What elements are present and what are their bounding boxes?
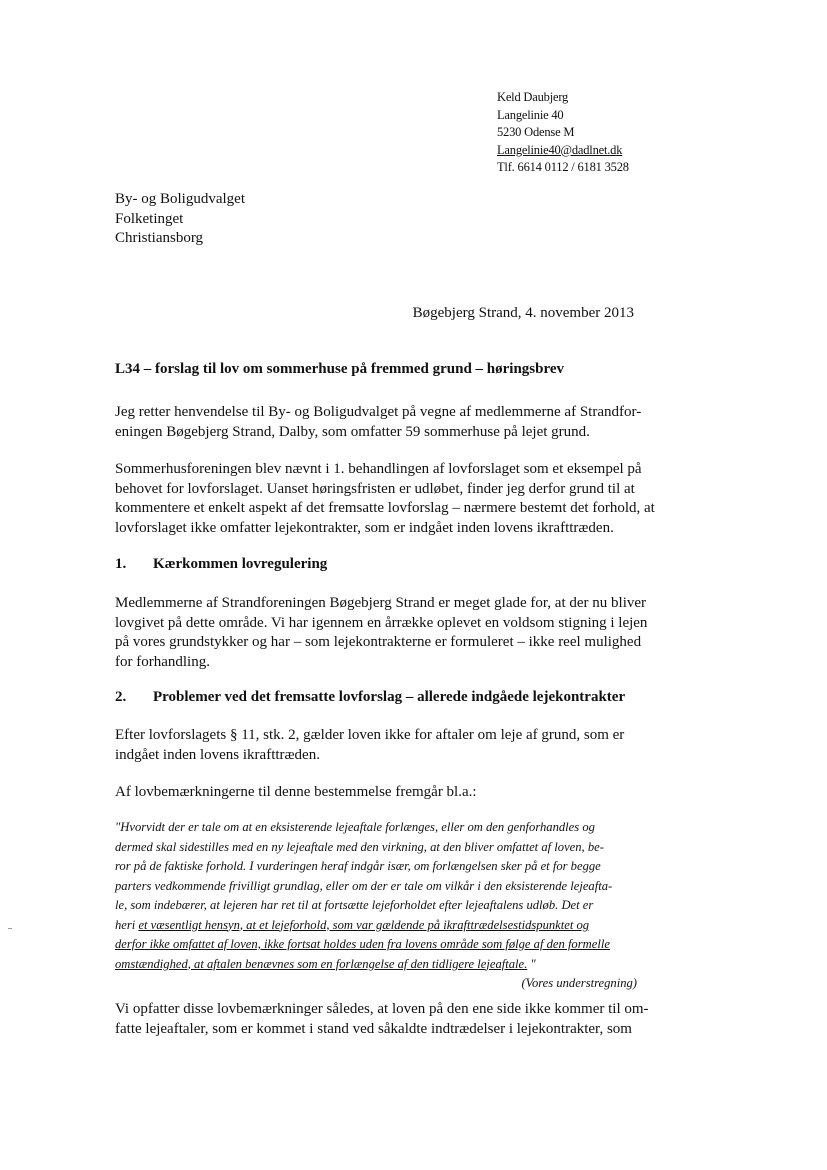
section-2-heading xyxy=(115,689,625,706)
text-line: behovet for lovforslaget. Uanset høringsfristen er udløbet, finder jeg derfor grund til at xyxy=(115,480,635,497)
quote-plain-fragment: heri xyxy=(115,917,139,932)
text-line: Efter lovforslagets § 11, stk. 2, gælder loven ikke for aftaler om leje af grund, som er xyxy=(115,727,625,743)
quote-underlined-line: derfor ikke omfattet af loven, ikke fortsat holdes uden fra lovens område som følge af den formelle xyxy=(115,937,610,951)
text-line: Medlemmerne af Strandforeningen Bøgebjerg Strand er meget glade for, at der nu bliver xyxy=(115,595,647,611)
subject-heading: L34 – forslag til lov om sommerhuse på fremmed grund – høringsbrev xyxy=(115,361,565,377)
section-title: Problemer ved det fremsatte lovforslag – allerede indgåede lejekontrakter xyxy=(153,689,626,705)
text-line: lovforslaget ikke omfatter lejekontrakter, som er indgået inden lovens ikrafttræden. xyxy=(115,519,614,536)
section-title: Kærkommen lovregulering xyxy=(153,556,328,572)
section-number: 2. xyxy=(115,689,127,705)
quote-reference: (Vores understregning) xyxy=(521,976,637,990)
context-paragraph xyxy=(115,460,655,538)
interpretation-paragraph xyxy=(115,1000,649,1039)
recipient-address xyxy=(115,190,245,249)
sender-email-link[interactable]: Langelinie40@dadlnet.dk xyxy=(497,142,623,157)
dateline: Bøgebjerg Strand, 4. november 2013 xyxy=(412,305,634,321)
recipient-line: By- og Boligudvalget xyxy=(115,191,245,207)
section-1-heading xyxy=(115,556,327,573)
quote-underlined-fragment: omstændighed, at aftalen benævnes som en forlængelse af den tidligere lejeaftale. xyxy=(115,956,528,971)
legislative-quote xyxy=(115,818,637,994)
quote-underlined-fragment: et væsentligt hensyn, at et lejeforhold, som var gældende på ikrafttrædelsestidspunktet og xyxy=(138,917,590,932)
quote-line: le, som indebærer, at lejeren har ret til at fortsætte lejeforholdet efter lejeaftalens udløb. Det er xyxy=(115,898,594,912)
text-line: Jeg retter henvendelse til By- og Boligudvalget på vegne af medlemmerne af Strandfor- xyxy=(115,404,642,420)
text-line: lovgivet på dette område. Vi har igennem en årrække oplevet en voldsom stigning i lejen xyxy=(115,614,648,631)
text-line: kommentere et enkelt aspekt af det fremsatte lovforslag – nærmere bestemt det forhold, at xyxy=(115,500,655,516)
section-number: 1. xyxy=(115,556,127,572)
quote-closing-mark: " xyxy=(527,956,536,971)
sender-address xyxy=(497,89,629,177)
recipient-line: Christiansborg xyxy=(115,230,204,246)
sender-phone: Tlf. 6614 0112 / 6181 3528 xyxy=(497,160,629,174)
quote-line xyxy=(115,916,637,936)
scan-artifact xyxy=(8,928,12,929)
text-line: for forhandling. xyxy=(115,653,210,670)
intro-paragraph xyxy=(115,403,642,442)
text-line: Sommerhusforeningen blev nævnt i 1. behandlingen af lovforslaget som et eksempel på xyxy=(115,461,642,477)
quote-line: dermed skal sidestilles med en ny lejeaftale med den virkning, at den bliver omfattet af loven, be- xyxy=(115,839,604,854)
quote-intro xyxy=(115,783,635,803)
section-1-paragraph xyxy=(115,594,648,672)
quote-line: parters vedkommende frivilligt grundlag, eller om der er tale om vilkår i den eksisterende lejeafta- xyxy=(115,878,613,893)
quote-line: ror på de faktiske forhold. I vurderingen heraf indgår især, om forlængelsen sker på et for begge xyxy=(115,859,601,873)
quote-line: "Hvorvidt der er tale om at en eksisterende lejeaftale forlænges, eller om den genforhandles og xyxy=(115,820,595,834)
quote-line xyxy=(115,955,637,975)
text-line: eningen Bøgebjerg Strand, Dalby, som omfatter 59 sommerhuse på lejet grund. xyxy=(115,423,590,440)
text-line: Vi opfatter disse lovbemærkninger således, at loven på den ene side ikke kommer til om- xyxy=(115,1001,649,1017)
text-line: på vores grundstykker og har – som lejekontrakterne er formuleret – ikke reel mulighed xyxy=(115,634,642,650)
text-line: fatte lejeaftaler, som er kommet i stand ved såkaldte indtrædelser i lejekontrakter, som xyxy=(115,1020,632,1037)
sender-name: Keld Daubjerg xyxy=(497,90,569,104)
sender-city: 5230 Odense M xyxy=(497,125,575,139)
section-2-paragraph xyxy=(115,726,635,765)
sender-street: Langelinie 40 xyxy=(497,107,564,122)
recipient-line: Folketinget xyxy=(115,210,184,227)
text-line: indgået inden lovens ikrafttræden. xyxy=(115,746,320,763)
text-line: Af lovbemærkningerne til denne bestemmelse fremgår bl.a.: xyxy=(115,784,477,800)
